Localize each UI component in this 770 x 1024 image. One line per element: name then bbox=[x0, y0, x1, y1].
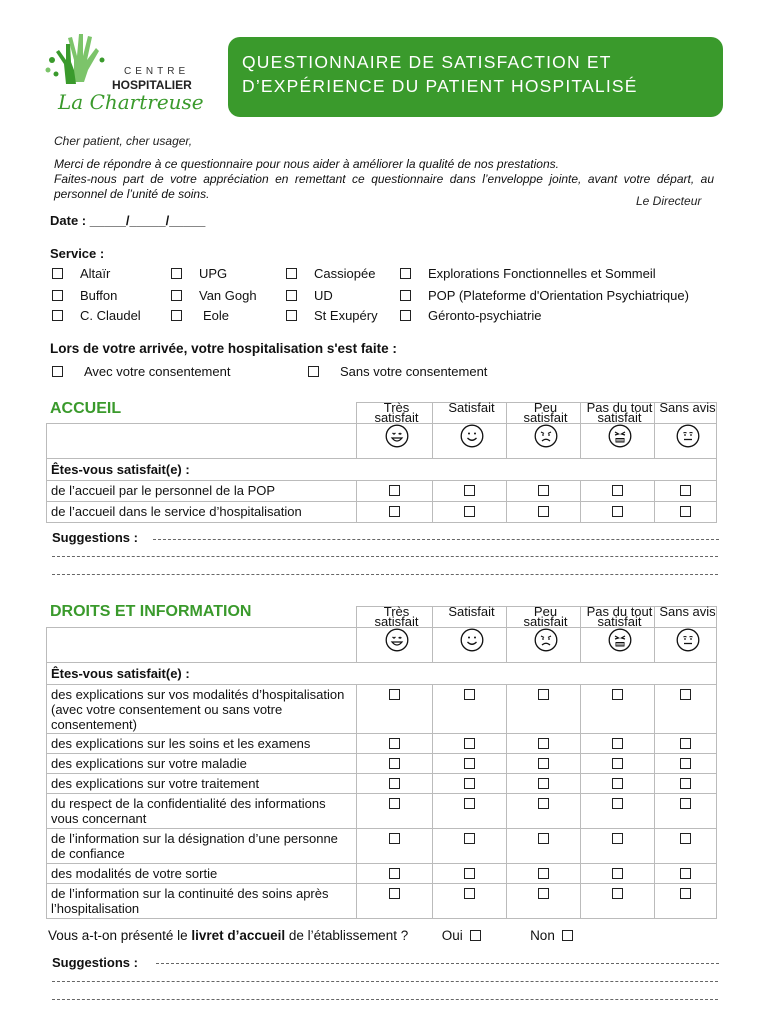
rating-checkbox[interactable] bbox=[464, 778, 475, 789]
rating-header: Sans avis bbox=[655, 403, 717, 424]
livret-text-pre: Vous a-t-on présenté le bbox=[48, 928, 192, 943]
signature: Le Directeur bbox=[636, 194, 702, 208]
service-option-label: Géronto-psychiatrie bbox=[428, 308, 542, 323]
date-field[interactable]: Date : _____/_____/_____ bbox=[50, 213, 206, 228]
rating-checkbox[interactable] bbox=[464, 689, 475, 700]
service-option[interactable] bbox=[400, 266, 720, 284]
checkbox[interactable] bbox=[286, 310, 297, 321]
rating-cell[interactable] bbox=[433, 774, 507, 794]
service-option-label: St Exupéry bbox=[314, 308, 378, 323]
oui-checkbox[interactable] bbox=[470, 930, 481, 941]
rating-cell[interactable] bbox=[655, 685, 717, 734]
very-happy-face-icon bbox=[385, 424, 409, 448]
livret-text-post: de l’établissement ? bbox=[285, 928, 409, 943]
rating-checkbox[interactable] bbox=[464, 833, 475, 844]
face-row-blank bbox=[47, 628, 357, 663]
rating-checkbox[interactable] bbox=[389, 833, 400, 844]
table-row bbox=[47, 829, 717, 864]
rating-checkbox[interactable] bbox=[612, 485, 623, 496]
rating-checkbox[interactable] bbox=[538, 868, 549, 879]
face-cell bbox=[655, 628, 717, 663]
rating-checkbox[interactable] bbox=[538, 798, 549, 809]
criterion-label: des explications sur vos modalités d’hospitalisation (avec votre consentement ou sans votre consentement) bbox=[47, 685, 357, 734]
rating-cell[interactable] bbox=[507, 685, 581, 734]
criterion-label: de l’information sur la continuité des soins après l’hospitalisation bbox=[47, 884, 357, 919]
service-option-label: Eole bbox=[203, 308, 230, 323]
rating-cell[interactable] bbox=[655, 734, 717, 754]
accueil-section-title: ACCUEIL bbox=[50, 400, 122, 417]
rating-cell[interactable] bbox=[507, 829, 581, 864]
rating-cell[interactable] bbox=[507, 884, 581, 919]
happy-face-icon bbox=[460, 628, 484, 652]
criterion-label: de l’information sur la désignation d’une personne de confiance bbox=[47, 829, 357, 864]
rating-checkbox[interactable] bbox=[389, 888, 400, 899]
rating-cell[interactable] bbox=[655, 864, 717, 884]
criterion-label: des modalités de votre sortie bbox=[47, 864, 357, 884]
rating-checkbox[interactable] bbox=[680, 758, 691, 769]
droits-section-title: DROITS ET INFORMATION bbox=[50, 603, 252, 620]
rating-checkbox[interactable] bbox=[538, 506, 549, 517]
hospital-logo bbox=[44, 30, 204, 118]
suggestion-line[interactable] bbox=[52, 999, 718, 1000]
service-option[interactable] bbox=[52, 308, 162, 326]
rating-cell[interactable] bbox=[581, 864, 655, 884]
criterion-label: des explications sur votre maladie bbox=[47, 754, 357, 774]
rating-cell[interactable] bbox=[581, 481, 655, 502]
rating-checkbox[interactable] bbox=[612, 868, 623, 879]
arrival-without-consent-option[interactable] bbox=[308, 364, 528, 382]
rating-cell[interactable] bbox=[433, 794, 507, 829]
sad-face-icon bbox=[534, 424, 558, 448]
criterion-label: des explications sur les soins et les examens bbox=[47, 734, 357, 754]
non-checkbox[interactable] bbox=[562, 930, 573, 941]
service-option-label: Altaïr bbox=[80, 266, 111, 281]
suggestions-label: Suggestions : bbox=[52, 530, 138, 545]
service-option-label: POP (Plateforme d'Orientation Psychiatrique) bbox=[428, 288, 689, 303]
criterion-label: de l’accueil par le personnel de la POP bbox=[47, 481, 357, 502]
rating-checkbox[interactable] bbox=[389, 868, 400, 879]
option-label: Sans votre consentement bbox=[340, 364, 488, 379]
rating-checkbox[interactable] bbox=[680, 798, 691, 809]
droits-table bbox=[46, 606, 717, 919]
rating-header: Pas du tout satisfait bbox=[581, 403, 655, 424]
rating-checkbox[interactable] bbox=[538, 833, 549, 844]
criterion-label: des explications sur votre traitement bbox=[47, 774, 357, 794]
face-cell bbox=[507, 424, 581, 459]
rating-checkbox[interactable] bbox=[680, 888, 691, 899]
livret-text-bold: livret d’accueil bbox=[191, 928, 286, 943]
rating-cell[interactable] bbox=[655, 754, 717, 774]
rating-header: Peu satisfait bbox=[507, 403, 581, 424]
table-row bbox=[47, 754, 717, 774]
service-option-label: UD bbox=[314, 288, 333, 303]
face-cell bbox=[433, 628, 507, 663]
rating-cell[interactable] bbox=[357, 481, 433, 502]
face-cell bbox=[357, 424, 433, 459]
rating-cell[interactable] bbox=[357, 884, 433, 919]
face-cell bbox=[581, 628, 655, 663]
rating-cell[interactable] bbox=[357, 864, 433, 884]
face-row-blank bbox=[47, 424, 357, 459]
livret-question bbox=[48, 928, 573, 943]
criterion-label: du respect de la confidentialité des informations vous concernant bbox=[47, 794, 357, 829]
rating-cell[interactable] bbox=[357, 774, 433, 794]
rating-header: Très satisfait bbox=[357, 403, 433, 424]
rating-checkbox[interactable] bbox=[464, 868, 475, 879]
checkbox[interactable] bbox=[400, 268, 411, 279]
checkbox[interactable] bbox=[52, 268, 63, 279]
checkbox[interactable] bbox=[52, 366, 63, 377]
rating-header: Satisfait bbox=[433, 607, 507, 628]
rating-cell[interactable] bbox=[433, 884, 507, 919]
rating-cell[interactable] bbox=[433, 734, 507, 754]
rating-checkbox[interactable] bbox=[389, 778, 400, 789]
rating-header: Peu satisfait bbox=[507, 607, 581, 628]
suggestion-line[interactable] bbox=[52, 981, 718, 982]
rating-checkbox[interactable] bbox=[612, 833, 623, 844]
suggestion-line[interactable] bbox=[52, 574, 718, 575]
table-row bbox=[47, 481, 717, 502]
service-option[interactable] bbox=[286, 288, 396, 306]
title-line-2: D’EXPÉRIENCE DU PATIENT HOSPITALISÉ bbox=[242, 76, 638, 96]
rating-header: Très satisfait bbox=[357, 607, 433, 628]
rating-cell[interactable] bbox=[433, 685, 507, 734]
rating-cell[interactable] bbox=[433, 829, 507, 864]
checkbox[interactable] bbox=[400, 310, 411, 321]
face-cell bbox=[357, 628, 433, 663]
title-banner bbox=[228, 37, 723, 117]
rating-checkbox[interactable] bbox=[389, 506, 400, 517]
rating-cell[interactable] bbox=[433, 864, 507, 884]
rating-checkbox[interactable] bbox=[680, 868, 691, 879]
rating-checkbox[interactable] bbox=[612, 798, 623, 809]
service-option-label: Buffon bbox=[80, 288, 118, 303]
satisfaction-question: Êtes-vous satisfait(e) : bbox=[47, 459, 717, 481]
rating-checkbox[interactable] bbox=[464, 888, 475, 899]
rating-checkbox[interactable] bbox=[389, 798, 400, 809]
neutral-face-icon bbox=[676, 424, 700, 448]
option-label: Avec votre consentement bbox=[84, 364, 231, 379]
happy-face-icon bbox=[460, 424, 484, 448]
rating-cell[interactable] bbox=[357, 734, 433, 754]
service-option[interactable] bbox=[171, 266, 281, 284]
satisfaction-question: Êtes-vous satisfait(e) : bbox=[47, 663, 717, 685]
checkbox[interactable] bbox=[52, 310, 63, 321]
rating-checkbox[interactable] bbox=[389, 485, 400, 496]
rating-cell[interactable] bbox=[433, 502, 507, 523]
title-line-1: QUESTIONNAIRE DE SATISFACTION ET bbox=[242, 52, 612, 72]
criterion-label: de l’accueil dans le service d’hospitalisation bbox=[47, 502, 357, 523]
sad-face-icon bbox=[534, 628, 558, 652]
very-happy-face-icon bbox=[385, 628, 409, 652]
rating-cell[interactable] bbox=[357, 794, 433, 829]
rating-cell[interactable] bbox=[357, 502, 433, 523]
rating-checkbox[interactable] bbox=[389, 689, 400, 700]
rating-header: Pas du tout satisfait bbox=[581, 607, 655, 628]
rating-cell[interactable] bbox=[655, 481, 717, 502]
rating-checkbox[interactable] bbox=[389, 758, 400, 769]
rating-checkbox[interactable] bbox=[612, 758, 623, 769]
service-option[interactable] bbox=[286, 266, 396, 284]
rating-cell[interactable] bbox=[507, 794, 581, 829]
arrival-question: Lors de votre arrivée, votre hospitalisation s'est faite : bbox=[50, 341, 397, 356]
non-label: Non bbox=[530, 928, 555, 943]
rating-checkbox[interactable] bbox=[464, 485, 475, 496]
rating-checkbox[interactable] bbox=[538, 689, 549, 700]
logo-script-text: La Chartreuse bbox=[58, 90, 204, 114]
table-row bbox=[47, 884, 717, 919]
rating-cell[interactable] bbox=[507, 754, 581, 774]
table-row bbox=[47, 685, 717, 734]
service-option-label: UPG bbox=[199, 266, 228, 281]
rating-checkbox[interactable] bbox=[389, 738, 400, 749]
face-cell bbox=[581, 424, 655, 459]
table-row bbox=[47, 774, 717, 794]
rating-checkbox[interactable] bbox=[538, 778, 549, 789]
angry-face-icon bbox=[608, 628, 632, 652]
intro-text bbox=[54, 157, 714, 202]
service-option[interactable] bbox=[171, 288, 281, 306]
rating-cell[interactable] bbox=[581, 685, 655, 734]
arrival-with-consent-option[interactable] bbox=[52, 364, 292, 382]
service-label: Service : bbox=[50, 246, 105, 261]
checkbox[interactable] bbox=[171, 268, 182, 279]
rating-checkbox[interactable] bbox=[680, 506, 691, 517]
rating-checkbox[interactable] bbox=[538, 758, 549, 769]
accueil-table bbox=[46, 402, 717, 523]
suggestions-label: Suggestions : bbox=[52, 955, 138, 970]
rating-header: Satisfait bbox=[433, 403, 507, 424]
rating-checkbox[interactable] bbox=[612, 738, 623, 749]
checkbox[interactable] bbox=[171, 290, 182, 301]
intro-paragraph-2: Faites-nous part de votre appréciation en remettant ce questionnaire dans l’enveloppe jointe, avant votre départ, au personnel de l’unité de soins. bbox=[54, 172, 714, 201]
rating-cell[interactable] bbox=[507, 502, 581, 523]
neutral-face-icon bbox=[676, 628, 700, 652]
service-option[interactable] bbox=[286, 308, 396, 326]
hands-logo-icon bbox=[44, 30, 114, 90]
logo-centre-text: CENTRE bbox=[124, 66, 190, 77]
rating-checkbox[interactable] bbox=[612, 506, 623, 517]
table-row bbox=[47, 502, 717, 523]
rating-checkbox[interactable] bbox=[680, 833, 691, 844]
rating-checkbox[interactable] bbox=[680, 778, 691, 789]
rating-checkbox[interactable] bbox=[464, 758, 475, 769]
rating-cell[interactable] bbox=[433, 481, 507, 502]
rating-checkbox[interactable] bbox=[612, 778, 623, 789]
header-blank-cell bbox=[47, 403, 357, 424]
rating-checkbox[interactable] bbox=[464, 738, 475, 749]
rating-cell[interactable] bbox=[655, 502, 717, 523]
rating-checkbox[interactable] bbox=[680, 485, 691, 496]
checkbox[interactable] bbox=[52, 290, 63, 301]
rating-cell[interactable] bbox=[357, 685, 433, 734]
rating-checkbox[interactable] bbox=[538, 738, 549, 749]
oui-label: Oui bbox=[441, 928, 463, 943]
header-blank-cell bbox=[47, 607, 357, 628]
rating-cell[interactable] bbox=[581, 754, 655, 774]
rating-cell[interactable] bbox=[507, 864, 581, 884]
rating-cell[interactable] bbox=[655, 829, 717, 864]
service-option[interactable] bbox=[400, 308, 720, 326]
face-cell bbox=[655, 424, 717, 459]
service-option-label: Van Gogh bbox=[199, 288, 257, 303]
table-row bbox=[47, 864, 717, 884]
rating-cell[interactable] bbox=[581, 774, 655, 794]
checkbox[interactable] bbox=[286, 290, 297, 301]
rating-checkbox[interactable] bbox=[538, 485, 549, 496]
rating-checkbox[interactable] bbox=[612, 888, 623, 899]
checkbox[interactable] bbox=[286, 268, 297, 279]
checkbox[interactable] bbox=[400, 290, 411, 301]
suggestion-line[interactable] bbox=[153, 539, 719, 540]
rating-cell[interactable] bbox=[655, 794, 717, 829]
rating-cell[interactable] bbox=[655, 884, 717, 919]
accueil-suggestions[interactable] bbox=[52, 530, 722, 545]
rating-checkbox[interactable] bbox=[680, 738, 691, 749]
rating-cell[interactable] bbox=[581, 734, 655, 754]
checkbox[interactable] bbox=[171, 310, 182, 321]
angry-face-icon bbox=[608, 424, 632, 448]
service-option[interactable] bbox=[171, 308, 281, 326]
logo-hospitalier-text: HOSPITALIER bbox=[112, 78, 192, 92]
rating-checkbox[interactable] bbox=[464, 506, 475, 517]
face-cell bbox=[433, 424, 507, 459]
rating-checkbox[interactable] bbox=[464, 798, 475, 809]
service-option[interactable] bbox=[52, 288, 162, 306]
rating-cell[interactable] bbox=[581, 884, 655, 919]
rating-cell[interactable] bbox=[507, 734, 581, 754]
suggestion-line[interactable] bbox=[52, 556, 718, 557]
rating-cell[interactable] bbox=[357, 754, 433, 774]
table-row bbox=[47, 794, 717, 829]
rating-cell[interactable] bbox=[581, 502, 655, 523]
suggestion-line[interactable] bbox=[156, 963, 719, 964]
rating-cell[interactable] bbox=[507, 774, 581, 794]
service-option[interactable] bbox=[400, 288, 720, 306]
intro-paragraph-1: Merci de répondre à ce questionnaire pour nous aider à améliorer la qualité de nos prestations. bbox=[54, 157, 559, 171]
service-option[interactable] bbox=[52, 266, 162, 284]
rating-cell[interactable] bbox=[433, 754, 507, 774]
rating-checkbox[interactable] bbox=[538, 888, 549, 899]
rating-cell[interactable] bbox=[507, 481, 581, 502]
service-option-label: C. Claudel bbox=[80, 308, 141, 323]
rating-checkbox[interactable] bbox=[680, 689, 691, 700]
rating-cell[interactable] bbox=[655, 774, 717, 794]
rating-header: Sans avis bbox=[655, 607, 717, 628]
service-option-label: Explorations Fonctionnelles et Sommeil bbox=[428, 266, 656, 281]
checkbox[interactable] bbox=[308, 366, 319, 377]
face-cell bbox=[507, 628, 581, 663]
service-option-label: Cassiopée bbox=[314, 266, 376, 281]
rating-cell[interactable] bbox=[581, 794, 655, 829]
rating-cell[interactable] bbox=[581, 829, 655, 864]
rating-cell[interactable] bbox=[357, 829, 433, 864]
greeting: Cher patient, cher usager, bbox=[54, 134, 193, 148]
rating-checkbox[interactable] bbox=[612, 689, 623, 700]
table-row bbox=[47, 734, 717, 754]
